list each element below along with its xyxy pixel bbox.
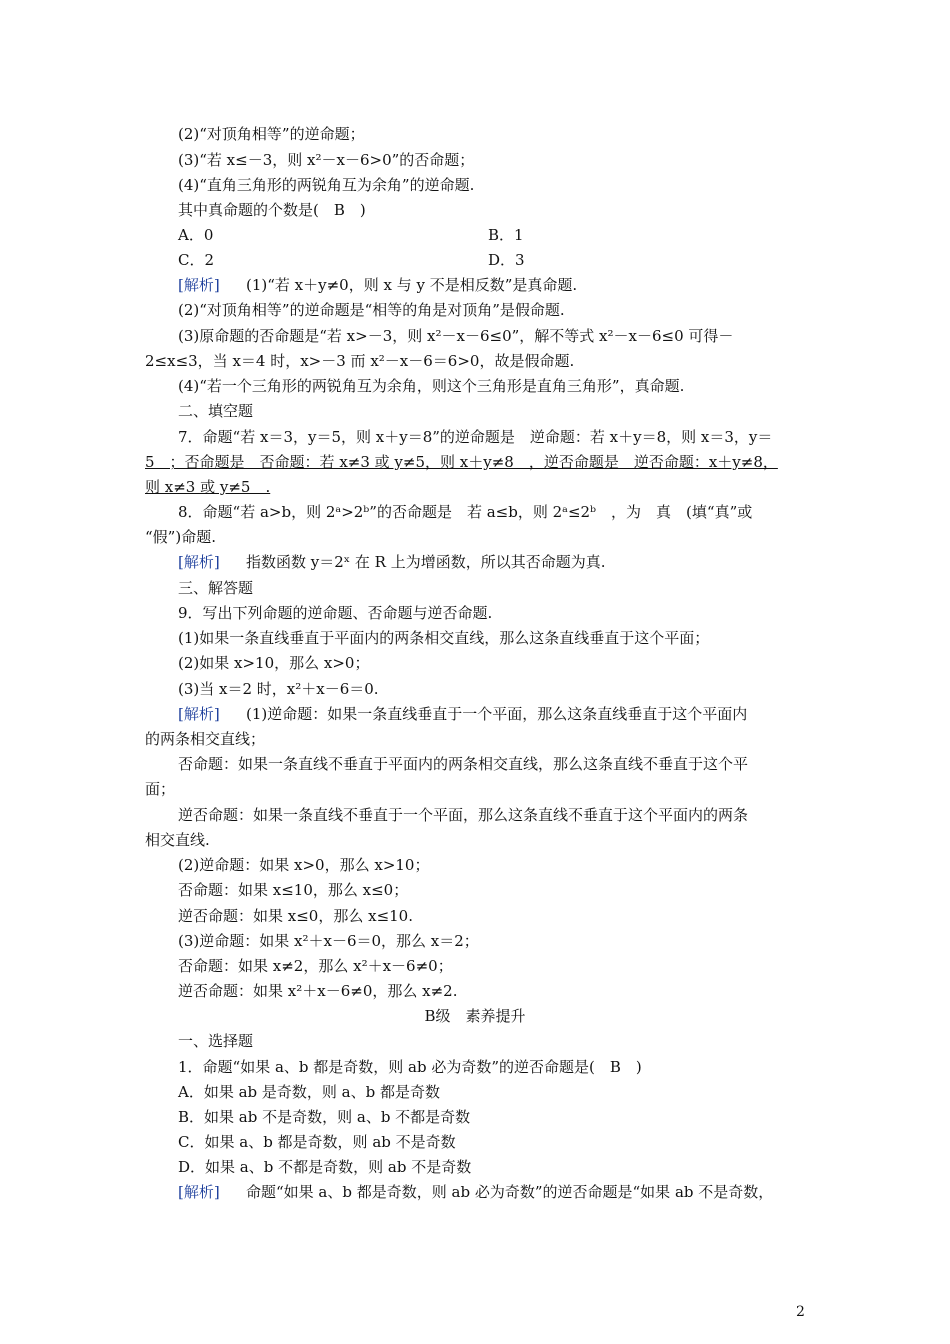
text-line: 5 ；否命题是 否命题：若 x≠3 或 y≠5，则 x＋y≠8 ，逆否命题是 逆否命题：x＋y≠8， [145,453,778,471]
question-stem: 其中真命题的个数是( B ) [178,201,366,219]
section-heading: 一、选择题 [178,1032,254,1050]
text-line: 相交直线. [145,831,210,849]
option-c: C．如果 a、b 都是奇数，则 ab 不是奇数 [178,1133,456,1151]
text-line: 9．写出下列命题的逆命题、否命题与逆否命题. [178,604,493,622]
text-line: 则 x≠3 或 y≠5 . [145,478,271,496]
text-line: 指数函数 y＝2ˣ 在 R 上为增函数，所以其否命题为真. [246,553,606,571]
option-c: C．2 [178,251,215,269]
text-line: (1)“若 x＋y≠0，则 x 与 y 不是相反数”是真命题. [246,276,578,294]
option-d: D．如果 a、b 不都是奇数，则 ab 不是奇数 [178,1158,472,1176]
text-line: 面； [145,780,176,798]
text-line: 否命题：如果一条直线不垂直于平面内的两条相交直线，那么这条直线不垂直于这个平 [178,755,749,773]
text-line: (2)“对顶角相等”的逆命题是“相等的角是对顶角”是假命题. [178,301,565,319]
section-heading: 三、解答题 [178,579,254,597]
analysis-tag: [解析] [178,1183,220,1201]
text-line: 否命题：如果 x≤10，那么 x≤0； [178,881,409,899]
text-line: 的两条相交直线； [145,730,266,748]
text-line: (2)如果 x>10，那么 x>0； [178,654,370,672]
option-d: D．3 [488,251,525,269]
text-line: 逆否命题：如果一条直线不垂直于一个平面，那么这条直线不垂直于这个平面内的两条 [178,806,749,824]
page-number: 2 [796,1304,805,1320]
text-line: 命题“如果 a、b 都是奇数，则 ab 必为奇数”的逆否命题是“如果 ab 不是奇数， [246,1183,774,1201]
text-line: (4)“直角三角形的两锐角互为余角”的逆命题. [178,176,475,194]
text-line: “假”)命题. [145,528,216,546]
option-a: A．0 [178,226,214,244]
text-line: 8．命题“若 a>b，则 2ᵃ>2ᵇ”的否命题是 若 a≤b，则 2ᵃ≤2ᵇ ，为 真 (填“真”或 [178,503,753,521]
text-line: (1)如果一条直线垂直于平面内的两条相交直线，那么这条直线垂直于这个平面； [178,629,710,647]
text-line: (2)逆命题：如果 x>0，那么 x>10； [178,856,430,874]
question-stem: 1．命题“如果 a、b 都是奇数，则 ab 必为奇数”的逆否命题是( B ) [178,1058,642,1076]
text-line: (1)逆命题：如果一条直线垂直于一个平面，那么这条直线垂直于这个平面内 [246,705,748,723]
text-line: 逆否命题：如果 x≤0，那么 x≤10. [178,907,413,925]
analysis-tag: [解析] [178,705,220,723]
option-b: B．1 [488,226,524,244]
section-title: B级 素养提升 [424,1007,526,1025]
text-line: (3)当 x＝2 时，x²＋x－6＝0. [178,680,379,698]
text-line: 否命题：如果 x≠2，那么 x²＋x－6≠0； [178,957,453,975]
section-heading: 二、填空题 [178,402,254,420]
text-line: (3)原命题的否命题是“若 x>－3，则 x²－x－6≤0”，解不等式 x²－x－6≤0 可得－ [178,327,734,345]
text-line: (4)“若一个三角形的两锐角互为余角，则这个三角形是直角三角形”，真命题. [178,377,685,395]
text-line: (3)“若 x≤－3，则 x²－x－6>0”的否命题； [178,151,475,169]
text-line: (2)“对顶角相等”的逆命题； [178,125,365,143]
analysis-tag: [解析] [178,553,220,571]
text-line: 7．命题“若 x＝3，y＝5，则 x＋y＝8”的逆命题是 逆命题：若 x＋y＝8，则 x＝3，y＝ [178,428,773,446]
text-line: 2≤x≤3，当 x＝4 时，x>－3 而 x²－x－6＝6>0，故是假命题. [145,352,575,370]
text-line: 逆否命题：如果 x²＋x－6≠0，那么 x≠2. [178,982,458,1000]
option-b: B．如果 ab 不是奇数，则 a、b 不都是奇数 [178,1108,471,1126]
text-line: (3)逆命题：如果 x²＋x－6＝0，那么 x＝2； [178,932,479,950]
analysis-tag: [解析] [178,276,220,294]
option-a: A．如果 ab 是奇数，则 a、b 都是奇数 [178,1083,440,1101]
